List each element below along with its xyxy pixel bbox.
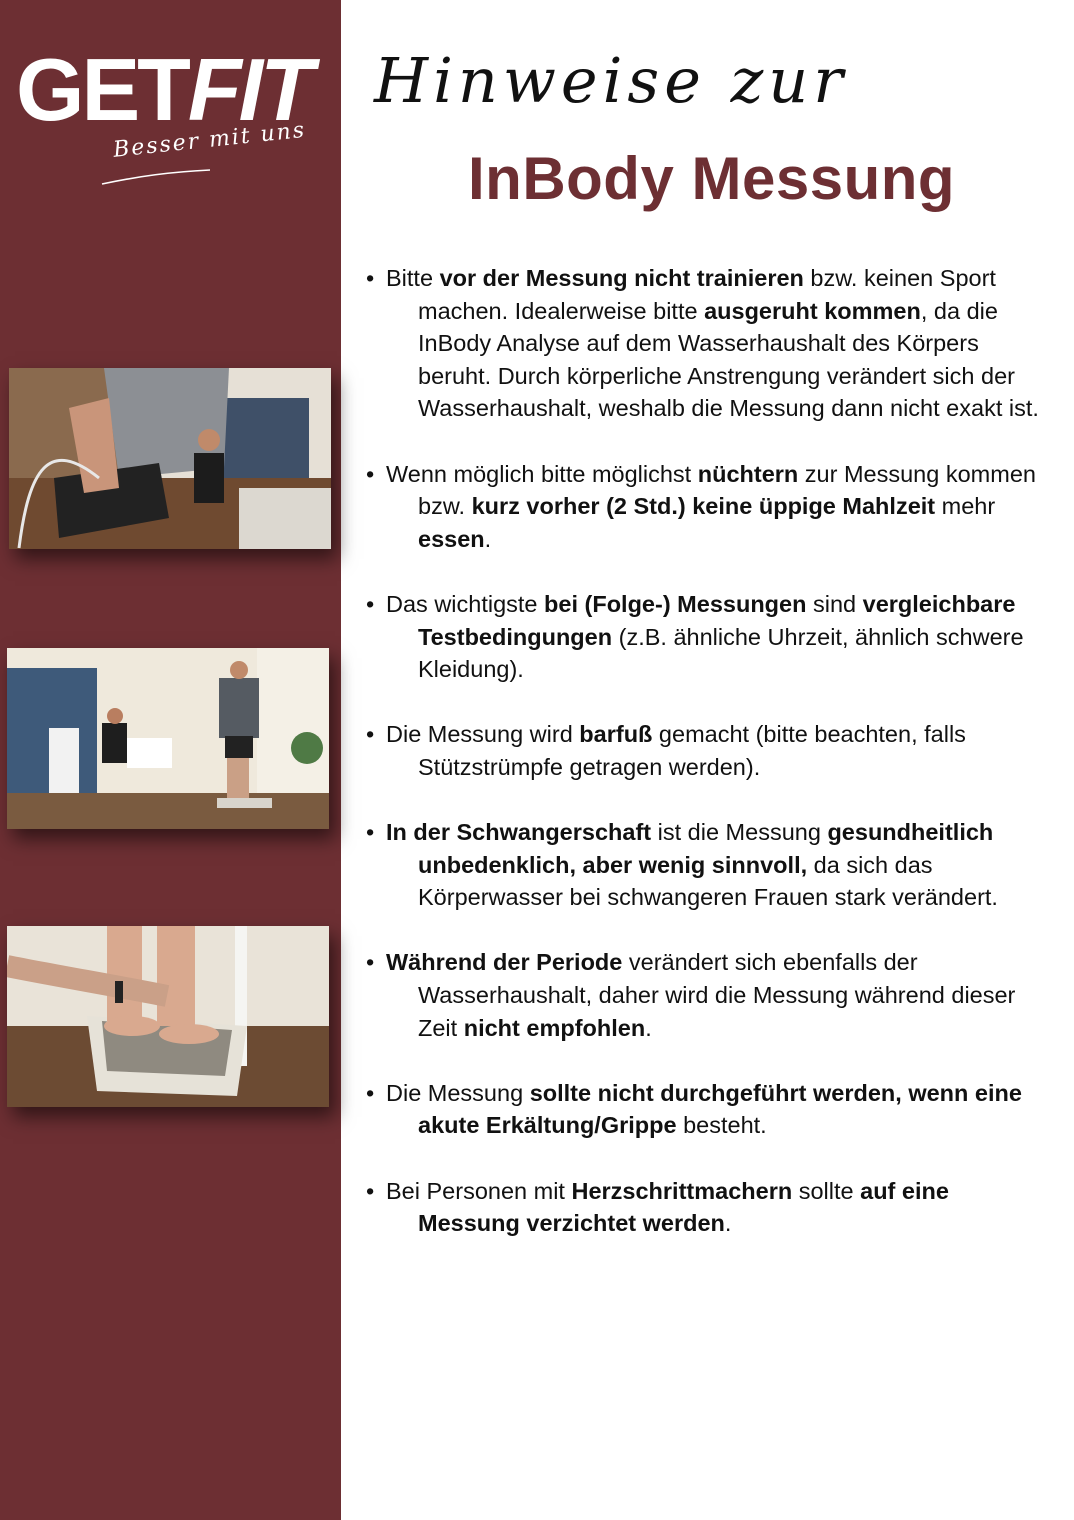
note-emphasis: essen	[418, 525, 485, 552]
logo-tagline: Besser mit uns	[112, 117, 308, 163]
note-text: .	[724, 1210, 732, 1237]
note-emphasis: sollte nicht durchgeführt werden, wenn eine akute Erkältung/Grippe	[418, 1079, 1022, 1139]
page-title: InBody Messung	[468, 145, 956, 212]
note-emphasis: ausgeruht kommen	[704, 297, 921, 324]
note-text: gemacht (bitte beachten, falls Stützstrümpfe getragen werden).	[418, 721, 966, 780]
note-item	[366, 262, 1056, 425]
note-item	[366, 588, 1056, 686]
note-text: Die Messung wird	[386, 721, 580, 748]
logo-get: GET	[16, 40, 188, 139]
inbody-feet-photo	[7, 926, 329, 1107]
note-text: .	[645, 1014, 652, 1041]
note-item	[366, 946, 1056, 1044]
note-emphasis: nüchtern	[697, 460, 799, 487]
note-text: Wenn möglich bitte möglichst	[386, 460, 698, 487]
note-item	[366, 718, 1056, 783]
note-emphasis: Während der Periode	[386, 949, 623, 976]
note-emphasis: Herzschrittmachern	[571, 1177, 793, 1204]
note-emphasis: bei (Folge-) Messungen	[544, 590, 807, 617]
note-emphasis: auf eine Messung verzichtet werden	[418, 1177, 949, 1237]
note-text: .	[484, 525, 492, 552]
note-emphasis: barfuß	[579, 721, 653, 748]
note-item	[366, 816, 1056, 914]
note-emphasis: nicht empfohlen	[463, 1014, 646, 1041]
note-item	[366, 1077, 1056, 1142]
note-text: verändert sich ebenfalls der Wasserhaushalt, daher wird die Messung während dieser Zeit	[418, 949, 1016, 1041]
note-emphasis: gesundheitlich unbedenklich, aber wenig sinnvoll,	[418, 819, 994, 878]
note-text: Die Messung	[386, 1079, 530, 1106]
note-item	[366, 1175, 1056, 1240]
note-emphasis: In der Schwangerschaft	[386, 819, 652, 846]
note-emphasis: kurz vorher (2 Std.) keine üppige Mahlzeit	[471, 493, 936, 520]
note-emphasis: vor der Messung nicht trainieren	[439, 265, 804, 291]
inbody-handgrip-photo	[9, 368, 331, 549]
note-text: sollte	[792, 1177, 861, 1204]
note-text: Bei Personen mit	[386, 1177, 572, 1204]
note-text: , da die InBody Analyse auf dem Wasserhaushalt des Körpers beruht. Durch körperliche Anstrengung verändert sich der Wasserhaushalt, weshalb die Messung dann nicht exakt ist.	[418, 297, 1039, 422]
note-text: Bitte	[386, 265, 440, 291]
script-title: Hinweise zur	[374, 44, 848, 117]
note-text: zur Messung kommen bzw.	[418, 460, 1036, 520]
note-emphasis: vergleichbare Testbedingungen	[418, 590, 1016, 650]
note-text: bzw. keinen Sport machen. Idealerweise bitte	[418, 265, 996, 324]
note-text: ist die Messung	[651, 819, 828, 846]
note-text: sind	[806, 590, 863, 617]
note-text: da sich das Körperwasser bei schwangeren Frauen stark verändert.	[418, 851, 998, 911]
inbody-studio-photo	[7, 648, 329, 829]
note-item	[366, 458, 1056, 556]
sidebar	[0, 0, 341, 1520]
note-text: besteht.	[676, 1112, 767, 1139]
logo-fit: FIT	[187, 40, 311, 139]
note-text: (z.B. ähnliche Uhrzeit, ähnlich schwere Kleidung).	[418, 623, 1024, 683]
notes-list	[366, 262, 1056, 1272]
note-text: Das wichtigste	[386, 590, 545, 617]
note-text: mehr	[935, 493, 996, 520]
